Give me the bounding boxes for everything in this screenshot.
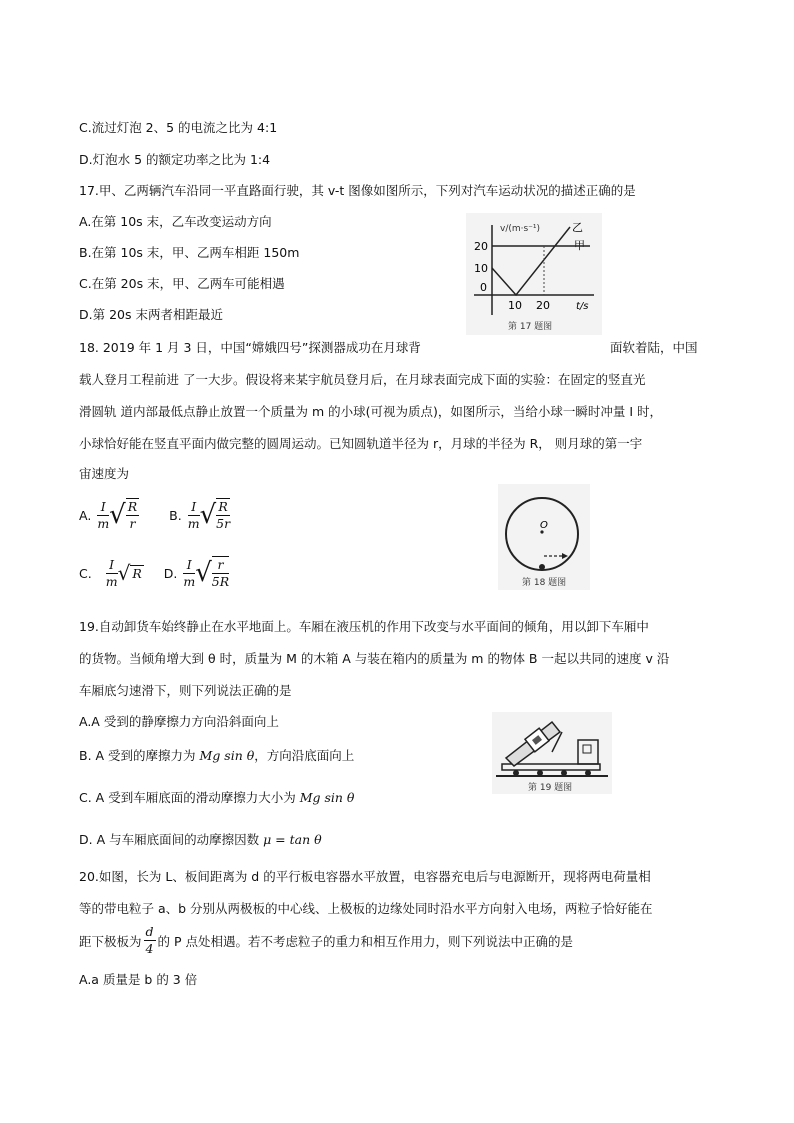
question-18-stem-5: 宙速度为 (79, 466, 130, 481)
question-18-options-ab (79, 498, 230, 532)
question-18-stem-4: 小球恰好能在竖直平面内做完整的圆周运动。已知圆轨道半径为 r，月球的半径为 R， 则月球的第一宇 (79, 436, 643, 451)
question-17-stem: 17.甲、乙两辆汽车沿同一平直路面行驶，其 v-t 图像如图所示，下列对汽车运动状况的描述正确的是 (79, 183, 636, 198)
question-18-stem-1a: 18. 2019 年 1 月 3 日，中国“嫦娥四号”探测器成功在月球背 (79, 340, 421, 355)
question-19-option-a: A.A 受到的静摩擦力方向沿斜面向上 (79, 714, 279, 729)
option-b-sqrt: √ $\frac{R}{5r}$ (199, 499, 231, 531)
option-a-sqrt: √ $\frac{R}{r}$ (109, 499, 138, 531)
option-c-fraction: $\frac{I}{m}$ (105, 556, 118, 589)
wheel-1 (513, 770, 519, 776)
y-axis-label: v/(m·s⁻¹) (500, 224, 541, 234)
x-tick-20: 20 (536, 299, 550, 312)
figure-18-graph (498, 484, 590, 590)
option-b-label: B. (169, 507, 182, 523)
question-19-stem-1: 19.自动卸货车始终静止在水平地面上。车厢在液压机的作用下改变与水平面间的倾角，用以卸下车厢中 (79, 619, 649, 634)
y-tick-20: 20 (474, 240, 488, 253)
figure-18-caption: 第 18 题图 (522, 578, 567, 588)
wheel-4 (585, 770, 591, 776)
question-17-option-c: C.在第 20s 末，甲、乙两车可能相遇 (79, 276, 285, 291)
figure-17-graph (466, 213, 602, 335)
option-a-fraction: $\frac{I}{m}$ (97, 498, 110, 531)
option-c-sqrt: √ R (117, 561, 142, 585)
question-17-option-a: A.在第 10s 末，乙车改变运动方向 (79, 214, 272, 229)
question-17-option-b: B.在第 10s 末，甲、乙两车相距 150m (79, 245, 300, 260)
question-19-stem-2: 的货物。当倾角增大到 θ 时，质量为 M 的木箱 A 与装在箱内的质量为 m 的物体 B 一起以共同的速度 v 沿 (79, 651, 670, 666)
label-jia: 甲 (574, 239, 585, 252)
figure-19-caption: 第 19 题图 (528, 783, 573, 793)
center-label: O (540, 520, 548, 531)
option-d-sqrt: √ $\frac{r}{5R}$ (195, 557, 230, 589)
x-tick-10: 10 (508, 299, 522, 312)
question-19-option-b: B. A 受到的摩擦力为 Mg sin θ，方向沿底面向上 (79, 748, 355, 763)
fraction-d-over-4: $\frac{d}{4}$ (145, 924, 154, 956)
truck-cab (578, 740, 598, 764)
option-a-label: A. (79, 507, 92, 523)
cab-window (583, 745, 591, 753)
figure-18 (498, 484, 590, 590)
question-17-option-d: D.第 20s 末两者相距最近 (79, 307, 223, 322)
figure-17 (466, 213, 602, 335)
circular-track (506, 498, 578, 570)
question-20-stem-3: 距下极板为 $\frac{d}{4}$ 的 P 点处相遇。若不考虑粒子的重力和相互作用力，则下列说法中正确的是 (79, 924, 574, 956)
arrow-head (562, 553, 568, 559)
option-c-line: C.流过灯泡 2、5 的电流之比为 4:1 (79, 120, 278, 135)
y-tick-0: 0 (480, 281, 487, 294)
question-18-options-cd (79, 556, 229, 590)
question-18-stem-2: 载人登月工程前进 了一大步。假设将来某宇航员登月后，在月球表面完成下面的实验：在固定的竖直光 (79, 372, 646, 387)
option-d-line: D.灯泡水 5 的额定功率之比为 1:4 (79, 152, 271, 167)
question-18-stem-3: 滑圆轨 道内部最低点静止放置一个质量为 m 的小球(可视为质点)，如图所示，当给小球一瞬时冲量 I 时， (79, 404, 662, 419)
wheel-3 (561, 770, 567, 776)
label-yi: 乙 (572, 221, 583, 234)
question-20-option-a: A.a 质量是 b 的 3 倍 (79, 972, 198, 987)
question-19-stem-3: 车厢底匀速滑下，则下列说法正确的是 (79, 683, 292, 698)
ball (539, 564, 545, 570)
question-20-stem-2: 等的带电粒子 a、b 分别从两极板的中心线、上极板的边缘处同时沿水平方向射入电场，两粒子恰好能在 (79, 901, 653, 916)
wheel-2 (537, 770, 543, 776)
y-tick-10: 10 (474, 262, 488, 275)
option-d-label: D. (163, 565, 178, 581)
question-18-stem-1b: 面软着陆，中国 (610, 340, 698, 355)
option-c-label: C. (79, 565, 92, 581)
x-axis-label: t/s (576, 301, 589, 312)
question-19-option-c: C. A 受到车厢底面的滑动摩擦力大小为 Mg sin θ (79, 790, 355, 805)
figure-19-graph (492, 712, 612, 794)
option-d-fraction: $\frac{I}{m}$ (183, 556, 196, 589)
question-19-option-d: D. A 与车厢底面间的动摩擦因数 μ = tan θ (79, 832, 322, 847)
option-b-fraction: $\frac{I}{m}$ (187, 498, 200, 531)
question-20-stem-1: 20.如图，长为 L、板间距离为 d 的平行板电容器水平放置，电容器充电后与电源断开，现将两电荷量相 (79, 869, 651, 884)
figure-17-caption: 第 17 题图 (508, 322, 553, 332)
figure-19 (492, 712, 612, 794)
line-yi (492, 227, 570, 295)
